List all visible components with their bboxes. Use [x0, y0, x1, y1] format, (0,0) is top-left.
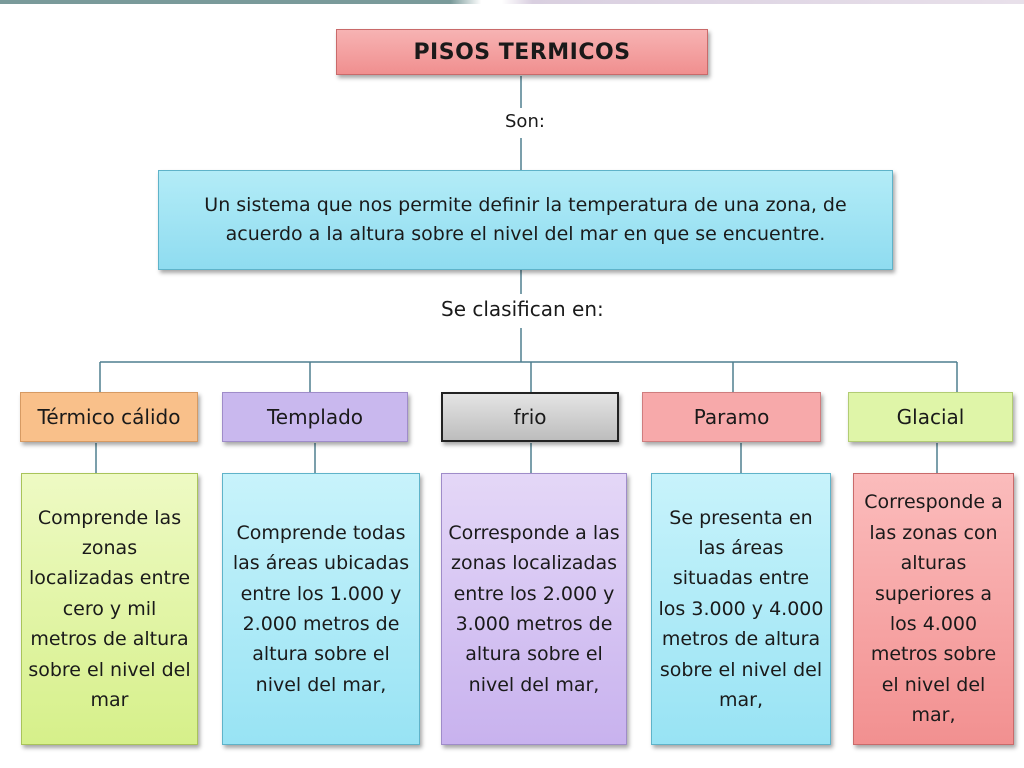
connector-label-clasifican: Se clasifican en:: [441, 297, 604, 321]
category-label: frio: [513, 405, 547, 429]
category-templado: [222, 392, 408, 442]
description-glacial: [853, 473, 1014, 745]
category-label: Térmico cálido: [37, 405, 181, 429]
description-text: Comprende todas las áreas ubicadas entre los 1.000 y 2.000 metros de altura sobre el nivel del mar,: [232, 521, 410, 696]
category-paramo: [642, 392, 821, 442]
category-frio: [441, 392, 619, 442]
diagram-title: PISOS TERMICOS: [413, 39, 631, 65]
category-glacial: [848, 392, 1013, 442]
category-termico-calido: [20, 392, 198, 442]
description-text: Corresponde a las zonas localizadas entre los 2.000 y 3.000 metros de altura sobre el nivel del mar,: [448, 521, 620, 696]
description-paramo: [651, 473, 831, 745]
description-text: Se presenta en las áreas situadas entre los 3.000 y 4.000 metros de altura sobre el nivel del mar,: [658, 506, 824, 711]
category-label: Paramo: [693, 405, 770, 429]
category-label: Templado: [266, 405, 364, 429]
description-text: Corresponde a las zonas con alturas superiores a los 4.000 metros sobre el nivel del mar,: [864, 491, 1003, 727]
title-box: [336, 29, 708, 75]
category-label: Glacial: [896, 405, 965, 429]
description-frio: [441, 473, 627, 745]
definition-box: [158, 170, 893, 270]
definition-text: Un sistema que nos permite definir la temperatura de una zona, de acuerdo a la altura sobre el nivel del mar en que se encuentre.: [204, 193, 847, 245]
description-text: Comprende las zonas localizadas entre cero y mil metros de altura sobre el nivel del mar: [28, 506, 191, 711]
description-templado: [222, 473, 420, 745]
connector-label-son: Son:: [505, 111, 545, 132]
description-termico-calido: [21, 473, 198, 745]
